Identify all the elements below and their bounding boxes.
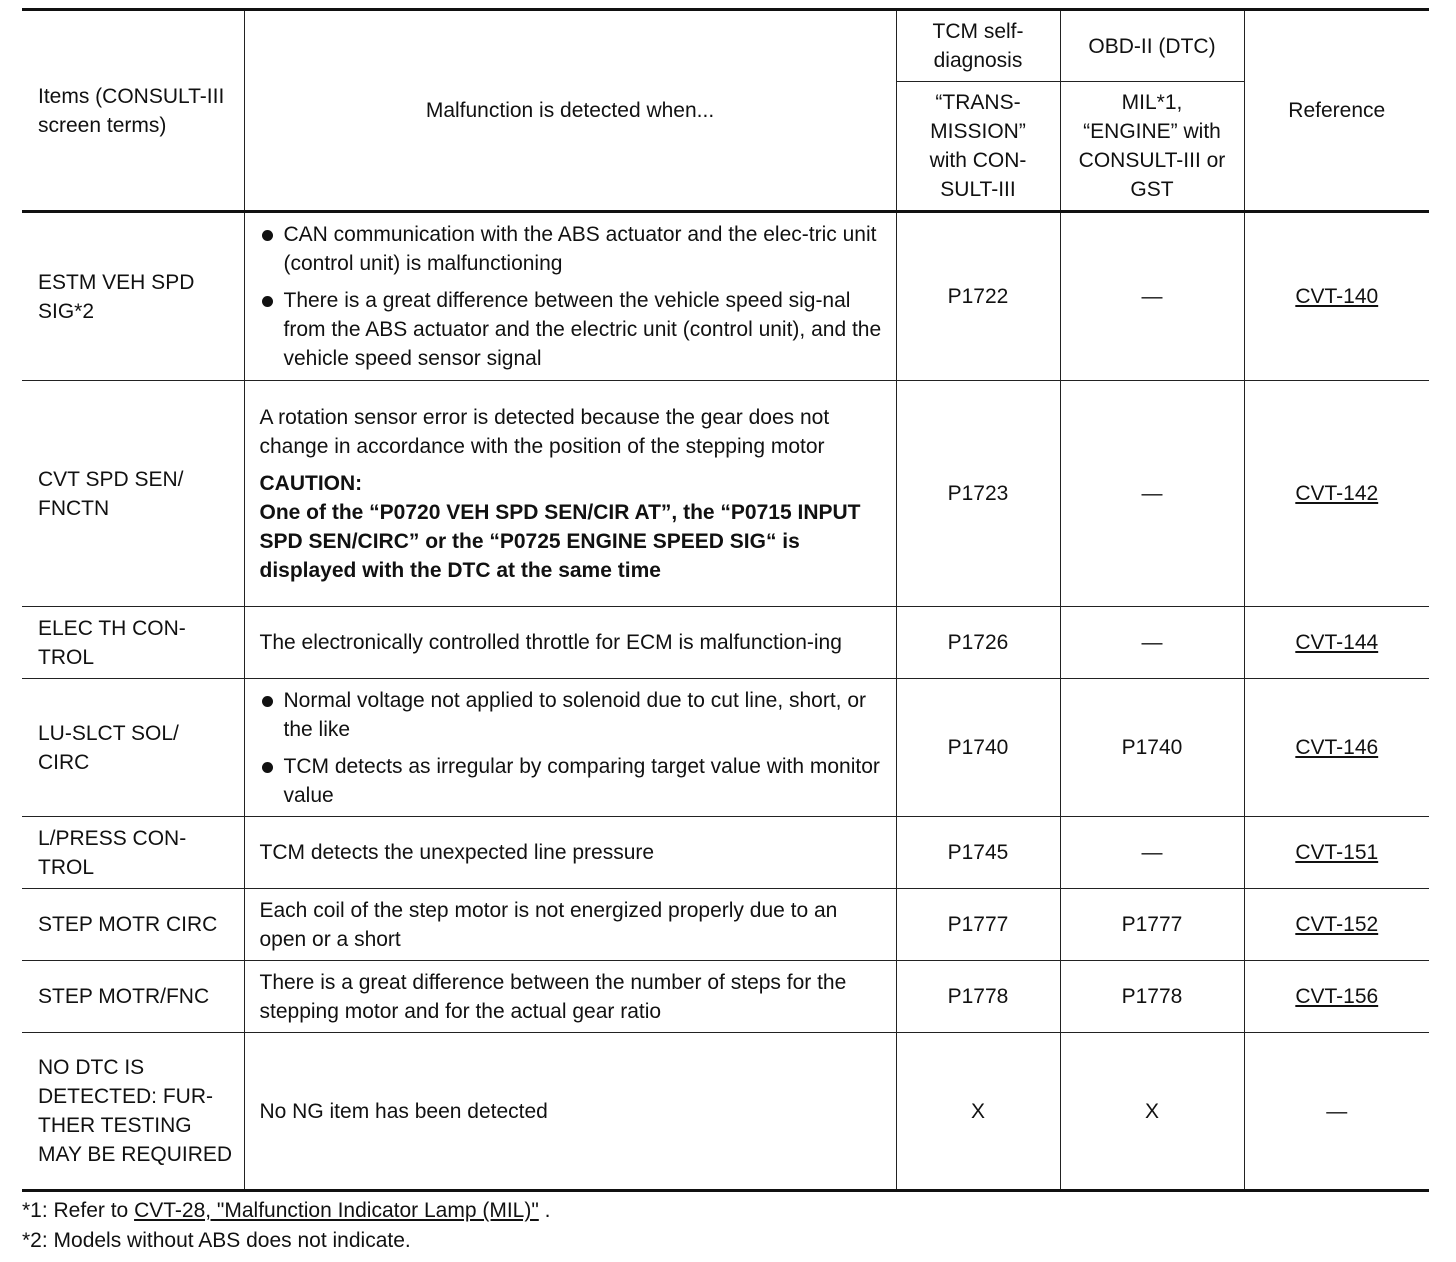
- reference-link[interactable]: CVT-151: [1295, 841, 1379, 864]
- table-row: [22, 961, 1429, 1033]
- caution-label: CAUTION:: [259, 471, 363, 495]
- condition-bullet: CAN communication with the ABS actuator and the elec-tric unit (control unit) is malfunctioning: [260, 220, 888, 278]
- footnote-1-suffix: .: [538, 1199, 551, 1222]
- malfunction-condition: The electronically controlled throttle for ECM is malfunction-ing: [244, 607, 896, 679]
- item-name: NO DTC IS DETECTED: FUR-THER TESTING MAY BE REQUIRED: [22, 1033, 244, 1191]
- tcm-code: P1778: [896, 961, 1060, 1033]
- reference-cell: [1244, 381, 1429, 607]
- item-name: CVT SPD SEN/ FNCTN: [22, 381, 244, 607]
- table-row: [22, 212, 1429, 381]
- dtc-table: [22, 8, 1429, 1192]
- caution-text: One of the “P0720 VEH SPD SEN/CIR AT”, the “P0715 INPUT SPD SEN/CIRC” or the “P0725 ENGINE SPEED SIG“ is displayed with the DTC at the same time: [259, 500, 861, 582]
- obd-code: —: [1060, 381, 1244, 607]
- malfunction-condition: Each coil of the step motor is not energized properly due to an open or a short: [244, 889, 896, 961]
- malfunction-condition: No NG item has been detected: [244, 1033, 896, 1191]
- item-name: ELEC TH CON-TROL: [22, 607, 244, 679]
- obd-code: X: [1060, 1033, 1244, 1191]
- condition-list: [260, 686, 888, 810]
- footnote-1-link[interactable]: CVT-28, "Malfunction Indicator Lamp (MIL)": [134, 1199, 539, 1222]
- header-tcm-self-diagnosis: TCM self-diagnosis: [896, 10, 1060, 82]
- condition-bullet: There is a great difference between the vehicle speed sig-nal from the ABS actuator and the electric unit (control unit), and the vehicle speed sensor signal: [260, 286, 888, 373]
- reference-cell: [1244, 817, 1429, 889]
- malfunction-condition: There is a great difference between the number of steps for the stepping motor and for the actual gear ratio: [244, 961, 896, 1033]
- reference-cell: [1244, 679, 1429, 817]
- malfunction-condition: [244, 679, 896, 817]
- obd-code: —: [1060, 212, 1244, 381]
- header-malfunction: Malfunction is detected when...: [244, 10, 896, 212]
- header-tcm-sub: “TRANS-MISSION” with CON-SULT-III: [896, 82, 1060, 212]
- table-row: [22, 889, 1429, 961]
- table-row: [22, 1033, 1429, 1191]
- table-row: [22, 607, 1429, 679]
- item-name: STEP MOTR CIRC: [22, 889, 244, 961]
- item-name: ESTM VEH SPD SIG*2: [22, 212, 244, 381]
- tcm-code: P1723: [896, 381, 1060, 607]
- footnote-1-prefix: *1: Refer to: [22, 1199, 135, 1222]
- reference-link[interactable]: CVT-142: [1295, 482, 1379, 505]
- reference-link[interactable]: CVT-152: [1295, 913, 1379, 936]
- tcm-code: P1722: [896, 212, 1060, 381]
- obd-code: —: [1060, 607, 1244, 679]
- obd-code: P1777: [1060, 889, 1244, 961]
- malfunction-condition: [244, 381, 896, 607]
- item-name: STEP MOTR/FNC: [22, 961, 244, 1033]
- obd-code: P1740: [1060, 679, 1244, 817]
- tcm-code: P1740: [896, 679, 1060, 817]
- footnote-2: *2: Models without ABS does not indicate.: [22, 1229, 411, 1252]
- malfunction-condition: [244, 212, 896, 381]
- reference-link[interactable]: CVT-146: [1295, 736, 1379, 759]
- header-items: Items (CONSULT-III screen terms): [22, 10, 244, 212]
- header-reference: Reference: [1244, 10, 1429, 212]
- reference-link[interactable]: CVT-156: [1295, 985, 1379, 1008]
- malfunction-condition: TCM detects the unexpected line pressure: [244, 817, 896, 889]
- obd-code: —: [1060, 817, 1244, 889]
- condition-text: A rotation sensor error is detected because the gear does not change in accordance with the position of the stepping motor: [259, 405, 830, 458]
- condition-bullet: Normal voltage not applied to solenoid due to cut line, short, or the like: [260, 686, 888, 744]
- tcm-code: P1726: [896, 607, 1060, 679]
- reference-cell: [1244, 961, 1429, 1033]
- header-obd-dtc: OBD-II (DTC): [1060, 10, 1244, 82]
- reference-cell: [1244, 889, 1429, 961]
- tcm-code: P1745: [896, 817, 1060, 889]
- condition-bullet: TCM detects as irregular by comparing target value with monitor value: [260, 752, 888, 810]
- table-row: [22, 381, 1429, 607]
- reference-link[interactable]: CVT-140: [1295, 285, 1379, 308]
- footnotes: [22, 1196, 550, 1256]
- item-name: L/PRESS CON-TROL: [22, 817, 244, 889]
- tcm-code: P1777: [896, 889, 1060, 961]
- reference-cell: [1244, 212, 1429, 381]
- reference-cell: [1244, 607, 1429, 679]
- condition-list: [260, 220, 888, 373]
- obd-code: P1778: [1060, 961, 1244, 1033]
- table-row: [22, 817, 1429, 889]
- table-row: [22, 679, 1429, 817]
- reference-link[interactable]: CVT-144: [1295, 631, 1379, 654]
- header-obd-sub: MIL*1, “ENGINE” with CONSULT-III or GST: [1060, 82, 1244, 212]
- reference-cell: —: [1244, 1033, 1429, 1191]
- footnote-1: [22, 1196, 550, 1226]
- tcm-code: X: [896, 1033, 1060, 1191]
- item-name: LU-SLCT SOL/ CIRC: [22, 679, 244, 817]
